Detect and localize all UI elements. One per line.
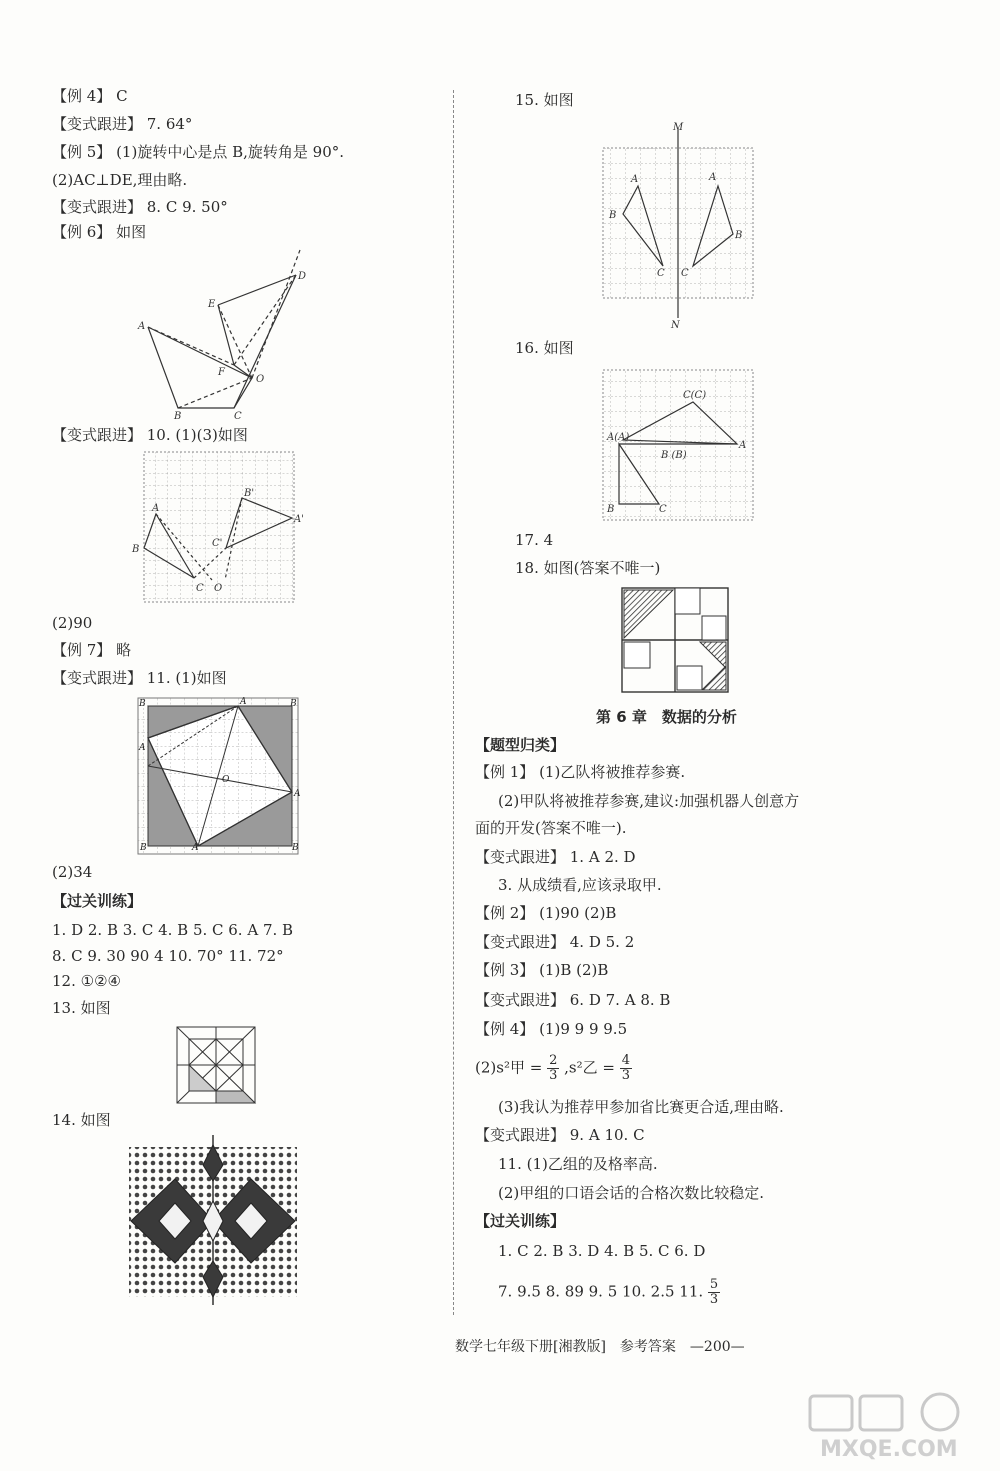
svg-text:C: C xyxy=(681,268,689,279)
line-ex2: 【例 2】 (1)90 (2)B xyxy=(475,904,617,922)
chapter-title: 第 6 章 数据的分析 xyxy=(596,708,737,726)
svg-text:A: A xyxy=(152,503,160,514)
line-ex7: 【例 7】 略 xyxy=(52,641,132,659)
column-divider xyxy=(453,90,454,1315)
line-ex6: 【例 6】 如图 xyxy=(52,223,147,241)
line-variant-8-9: 【变式跟进】 8. C 9. 50° xyxy=(52,198,228,216)
line-ex1-2: (2)甲队将被推荐参赛,建议:加强机器人创意方 xyxy=(498,792,800,810)
svg-text:B: B xyxy=(609,210,617,221)
figure-16-grid xyxy=(595,366,760,521)
line-review-r-1-6: 1. C 2. B 3. D 4. B 5. C 6. D xyxy=(498,1242,706,1260)
watermark-logo xyxy=(800,1390,990,1465)
svg-text:B': B' xyxy=(244,488,255,499)
line-variant-1-2: 【变式跟进】 1. A 2. D xyxy=(475,848,636,866)
line-ex4-1: 【例 4】 (1)9 9 9 9.5 xyxy=(475,1020,628,1038)
svg-text:D: D xyxy=(298,271,307,282)
svg-text:C: C xyxy=(234,411,242,420)
svg-text:B: B xyxy=(735,230,743,241)
svg-text:B: B xyxy=(139,699,146,709)
line-variant-11-1: 11. (1)乙组的及格率高. xyxy=(498,1155,658,1173)
line-review-14: 14. 如图 xyxy=(52,1111,111,1129)
line-ex4-3: (3)我认为推荐甲参加省比赛更合适,理由略. xyxy=(498,1098,784,1116)
figure-14-dotted-pattern xyxy=(125,1135,305,1305)
frac3-den: 3 xyxy=(709,1292,719,1307)
line-review-12: 12. ①②④ xyxy=(52,972,121,990)
line-variant-6-8: 【变式跟进】 6. D 7. A 8. B xyxy=(475,991,671,1009)
line-variant-11: 【变式跟进】 11. (1)如图 xyxy=(52,669,227,687)
figure-variant-10-grid xyxy=(130,448,330,608)
line-ex1-3: 面的开发(答案不唯一). xyxy=(475,819,627,837)
figure-variant-11-square xyxy=(130,692,310,860)
svg-text:O: O xyxy=(256,374,265,385)
svg-text:N: N xyxy=(671,320,680,331)
line-variant-4-5: 【变式跟进】 4. D 5. 2 xyxy=(475,933,635,951)
line-review-r-7-11 xyxy=(498,1278,720,1307)
line-variant-10-2: (2)90 xyxy=(52,614,93,632)
svg-text:M: M xyxy=(673,122,684,133)
svg-text:O: O xyxy=(214,583,223,594)
heading-review-right: 【过关训练】 xyxy=(475,1212,566,1230)
frac1-den: 3 xyxy=(549,1068,558,1083)
svg-text:B: B xyxy=(607,504,615,515)
fraction-4-3 xyxy=(620,1054,632,1083)
line-variant-3: 3. 从成绩看,应该录取甲. xyxy=(498,876,662,894)
line-ex5-1: 【例 5】 (1)旋转中心是点 B,旋转角是 90°. xyxy=(52,143,345,161)
svg-text:B (B): B (B) xyxy=(661,450,687,461)
line-18: 18. 如图(答案不唯一) xyxy=(515,559,661,577)
svg-text:B: B xyxy=(174,411,182,420)
line-ex3: 【例 3】 (1)B (2)B xyxy=(475,961,609,979)
line-ex1-1: 【例 1】 (1)乙队将被推荐参赛. xyxy=(475,763,686,781)
variance-label-a: (2)s²甲 = xyxy=(475,1058,543,1077)
svg-text:A: A xyxy=(138,321,146,332)
line-16: 16. 如图 xyxy=(515,339,574,357)
line-ex4: 【例 4】 C xyxy=(52,87,128,105)
svg-text:C': C' xyxy=(212,538,223,549)
line-review-13: 13. 如图 xyxy=(52,999,111,1017)
svg-text:A(A): A(A) xyxy=(607,432,630,443)
svg-text:MXQE.COM: MXQE.COM xyxy=(820,1437,958,1462)
heading-categories: 【题型归类】 xyxy=(475,736,566,754)
fraction-2-3 xyxy=(547,1054,559,1083)
frac1-num: 2 xyxy=(549,1053,558,1068)
line-variant-11-2: (2)甲组的口语会话的合格次数比较稳定. xyxy=(498,1184,765,1202)
svg-text:E: E xyxy=(208,299,216,310)
svg-text:B: B xyxy=(292,843,299,853)
line-review-8-11: 8. C 9. 30 90 4 10. 70° 11. 72° xyxy=(52,947,284,965)
frac3-num: 5 xyxy=(709,1277,719,1292)
line-ex5-2: (2)AC⊥DE,理由略. xyxy=(52,171,188,189)
svg-text:A: A xyxy=(294,789,301,799)
frac2-den: 3 xyxy=(621,1068,631,1083)
svg-text:O: O xyxy=(222,775,230,785)
line-15: 15. 如图 xyxy=(515,91,574,109)
heading-review-left: 【过关训练】 xyxy=(52,892,143,910)
figure-15-reflection xyxy=(595,118,765,333)
svg-text:A: A xyxy=(631,174,639,185)
svg-text:B: B xyxy=(290,699,297,709)
line-variant-10: 【变式跟进】 10. (1)(3)如图 xyxy=(52,426,248,444)
figure-13-square-pattern xyxy=(175,1025,257,1105)
line-17: 17. 4 xyxy=(515,531,554,549)
svg-text:A': A' xyxy=(294,514,304,525)
line-ex4-2 xyxy=(475,1054,632,1083)
review-r-7-11-text: 7. 9.5 8. 89 9. 5 10. 2.5 11. xyxy=(498,1282,704,1301)
svg-text:A: A xyxy=(739,440,747,451)
line-variant-7: 【变式跟进】 7. 64° xyxy=(52,115,193,133)
svg-text:A: A xyxy=(192,843,199,853)
svg-text:F: F xyxy=(218,367,225,378)
figure-18-tiles xyxy=(620,586,732,696)
line-variant-11-2: (2)34 xyxy=(52,863,93,881)
svg-text:A: A xyxy=(709,172,717,183)
svg-text:C: C xyxy=(196,583,204,594)
svg-text:C: C xyxy=(657,268,665,279)
line-review-1-7: 1. D 2. B 3. C 4. B 5. C 6. A 7. B xyxy=(52,921,294,939)
svg-text:C: C xyxy=(659,504,667,515)
page-footer: 数学七年级下册[湘教版] 参考答案 —200— xyxy=(455,1339,745,1355)
svg-text:C(C): C(C) xyxy=(683,390,707,401)
svg-text:B: B xyxy=(140,843,147,853)
variance-label-b: ,s²乙 = xyxy=(564,1058,615,1077)
svg-text:A: A xyxy=(139,743,146,753)
line-variant-9-10: 【变式跟进】 9. A 10. C xyxy=(475,1126,645,1144)
frac2-num: 4 xyxy=(621,1053,631,1068)
figure-ex6 xyxy=(130,245,310,420)
fraction-5-3 xyxy=(708,1278,720,1307)
svg-text:A: A xyxy=(240,697,247,707)
svg-text:B: B xyxy=(132,544,140,555)
